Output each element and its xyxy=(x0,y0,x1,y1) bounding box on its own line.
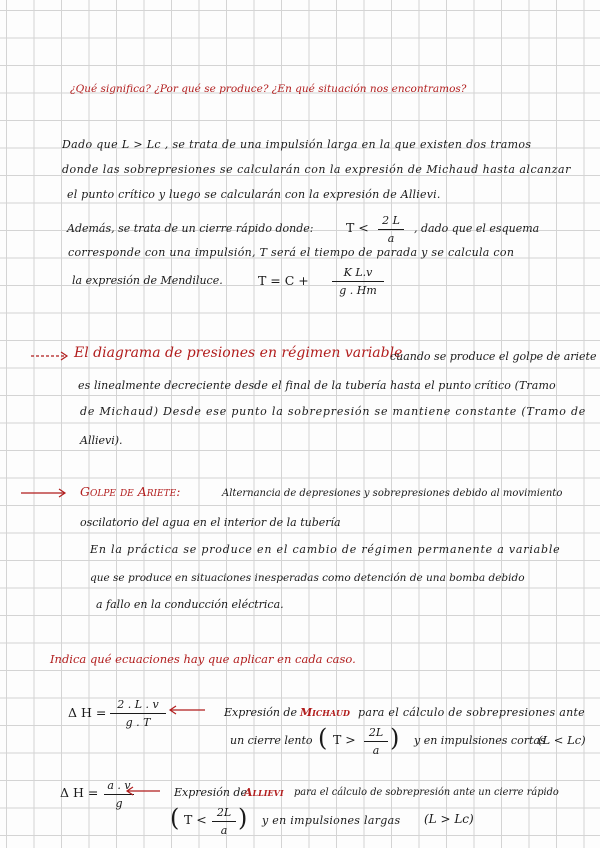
p2-formula-lhs: T = C + xyxy=(258,273,309,288)
p4-line-4: a fallo en la conducción eléctrica. xyxy=(96,598,284,611)
eq1-cond-fraction xyxy=(364,726,388,757)
eq1-text-a: Expresión de xyxy=(224,706,297,719)
eq2-cond-fraction xyxy=(212,806,236,837)
eq1-cond2: (L < Lc) xyxy=(538,733,586,747)
question-2: Indica qué ecuaciones hay que aplicar en cada caso. xyxy=(50,652,356,666)
eq2-cond2: (L > Lc) xyxy=(424,812,474,826)
p1-line-3: el punto crítico y luego se calcularán con la expresión de Allievi. xyxy=(67,188,441,201)
arrow-left-icon xyxy=(168,705,206,715)
eq1-line2-b: y en impulsiones cortas xyxy=(414,734,546,747)
eq2-name: Allievi xyxy=(244,786,284,799)
p4-line-2: En la práctica se produce en el cambio de régimen permanente a variable xyxy=(90,543,561,556)
fraction-bar xyxy=(364,741,388,742)
eq1-fraction xyxy=(110,698,166,729)
eq1-line2-a: un cierre lento xyxy=(230,734,313,747)
p2-ineq: T < xyxy=(346,220,369,235)
eq1-cond-num: 2L xyxy=(368,726,384,739)
fraction-bar xyxy=(332,281,384,282)
p2-formula-num: K L.v xyxy=(343,266,373,279)
fraction-bar xyxy=(110,713,166,714)
question-1: ¿Qué significa? ¿Por qué se produce? ¿En qué situación nos encontramos? xyxy=(70,83,467,95)
p1-line-2: donde las sobrepresiones se calcularán con la expresión de Michaud hasta alcanzar xyxy=(62,163,571,176)
eq1-lhs: Δ H = xyxy=(68,705,107,720)
p2-line-2: corresponde con una impulsión, T será el tiempo de parada y se calcula con xyxy=(68,246,515,259)
eq2-lhs: Δ H = xyxy=(60,785,99,800)
eq1-cond-den: a xyxy=(372,744,380,757)
eq2-text-b: para el cálculo de sobrepresión ante un cierre rápido xyxy=(294,787,559,798)
p2-fraction xyxy=(378,214,404,245)
arrow-right-icon xyxy=(20,488,68,498)
p2-line-3: la expresión de Mendiluce. xyxy=(72,274,223,287)
eq2-num: a . v xyxy=(107,779,131,792)
fraction-bar xyxy=(378,229,404,230)
p3-line-2: de Michaud) Desde ese punto la sobrepresión se mantiene constante (Tramo de xyxy=(80,405,587,418)
p3-line-0: cuando se produce el golpe de ariete xyxy=(390,350,597,363)
notebook-page: ¿Qué significa? ¿Por qué se produce? ¿En qué situación nos encontramos? Dado que L > Lc , se trata de una impulsión larga en la que existen dos tramos donde las sobrepresiones se calcularán con la expresión de Michaud hasta alcanzar el punto crítico y luego se calcularán con la expresión de Allievi. Además, se trata de un cierre rápido donde: T < 2 L a , dado que el esquema corresponde con una impulsión, T será el tiempo de parada y se calcula con la expresión de Mendiluce. T = C + K L.v g . Hm El diagrama de presiones en régimen variable cuando se produce el golpe de ariete es linealmente decreciente desde el final de la tubería hasta el punto crítico (Tramo de Michaud) Desde ese punto la sobrepresión se mantiene constante (Tramo de Allievi). Golpe de Ariete: Alternancia de depresiones y sobrepresiones debido al movimiento oscilatorio del agua en el interior de la tubería En la práctica se produce en el cambio de régimen permanente a variable que se produce en situaciones inesperadas como detención de una bomba debido a fallo en la conducción eléctrica. Indica qué ecuaciones hay que aplicar en cada caso. Δ H = 2 . L . v g . T Expresión de Michaud para el cálculo de sobrepresiones ante un cierre lento ( T > 2L a ) y en impulsiones cortas (L < Lc) Δ H = a . v g Expresión de Allievi para el cálculo de sobrepresión ante un cierre rápido ( T < 2L a ) y en impulsiones largas (L > Lc) xyxy=(0,0,600,848)
arrow-left-icon xyxy=(125,786,161,796)
p4-line-0: Alternancia de depresiones y sobrepresiones debido al movimiento xyxy=(222,488,563,499)
p2-formula-den: g . Hm xyxy=(339,284,377,297)
eq1-cond: T > xyxy=(333,732,356,747)
fraction-bar xyxy=(212,821,236,822)
eq1-text-b: para el cálculo de sobrepresiones ante xyxy=(358,706,585,719)
eq2-cond-num: 2L xyxy=(216,806,232,819)
eq1-num: 2 . L . v xyxy=(117,698,159,711)
p4-line-3: que se produce en situaciones inesperadas como detención de una bomba debido xyxy=(90,572,525,584)
p2-line-1a: Además, se trata de un cierre rápido donde: xyxy=(67,222,314,235)
p4-title: Golpe de Ariete: xyxy=(80,484,181,499)
eq2-cond: T < xyxy=(184,812,207,827)
eq2-cond-den: a xyxy=(220,824,228,837)
p2-formula-fraction xyxy=(332,266,384,297)
p2-frac-num: 2 L xyxy=(382,214,400,227)
p3-line-3: Allievi). xyxy=(80,434,123,447)
eq2-text-a: Expresión de xyxy=(174,786,247,799)
p3-line-1: es linealmente decreciente desde el final de la tubería hasta el punto crítico (Tramo xyxy=(78,379,556,392)
p4-line-1: oscilatorio del agua en el interior de la tubería xyxy=(80,516,341,529)
arrow-right-icon xyxy=(30,351,70,361)
eq1-den: g . T xyxy=(125,716,151,729)
eq2-den: g xyxy=(115,797,123,810)
p3-title: El diagrama de presiones en régimen variable xyxy=(74,345,403,361)
p2-frac-den: a xyxy=(387,232,395,245)
p1-line-1: Dado que L > Lc , se trata de una impulsión larga en la que existen dos tramos xyxy=(62,138,532,151)
eq1-name: Michaud xyxy=(300,706,350,719)
eq2-line2-b: y en impulsiones largas xyxy=(262,814,401,827)
p2-line-1b: , dado que el esquema xyxy=(414,222,540,235)
